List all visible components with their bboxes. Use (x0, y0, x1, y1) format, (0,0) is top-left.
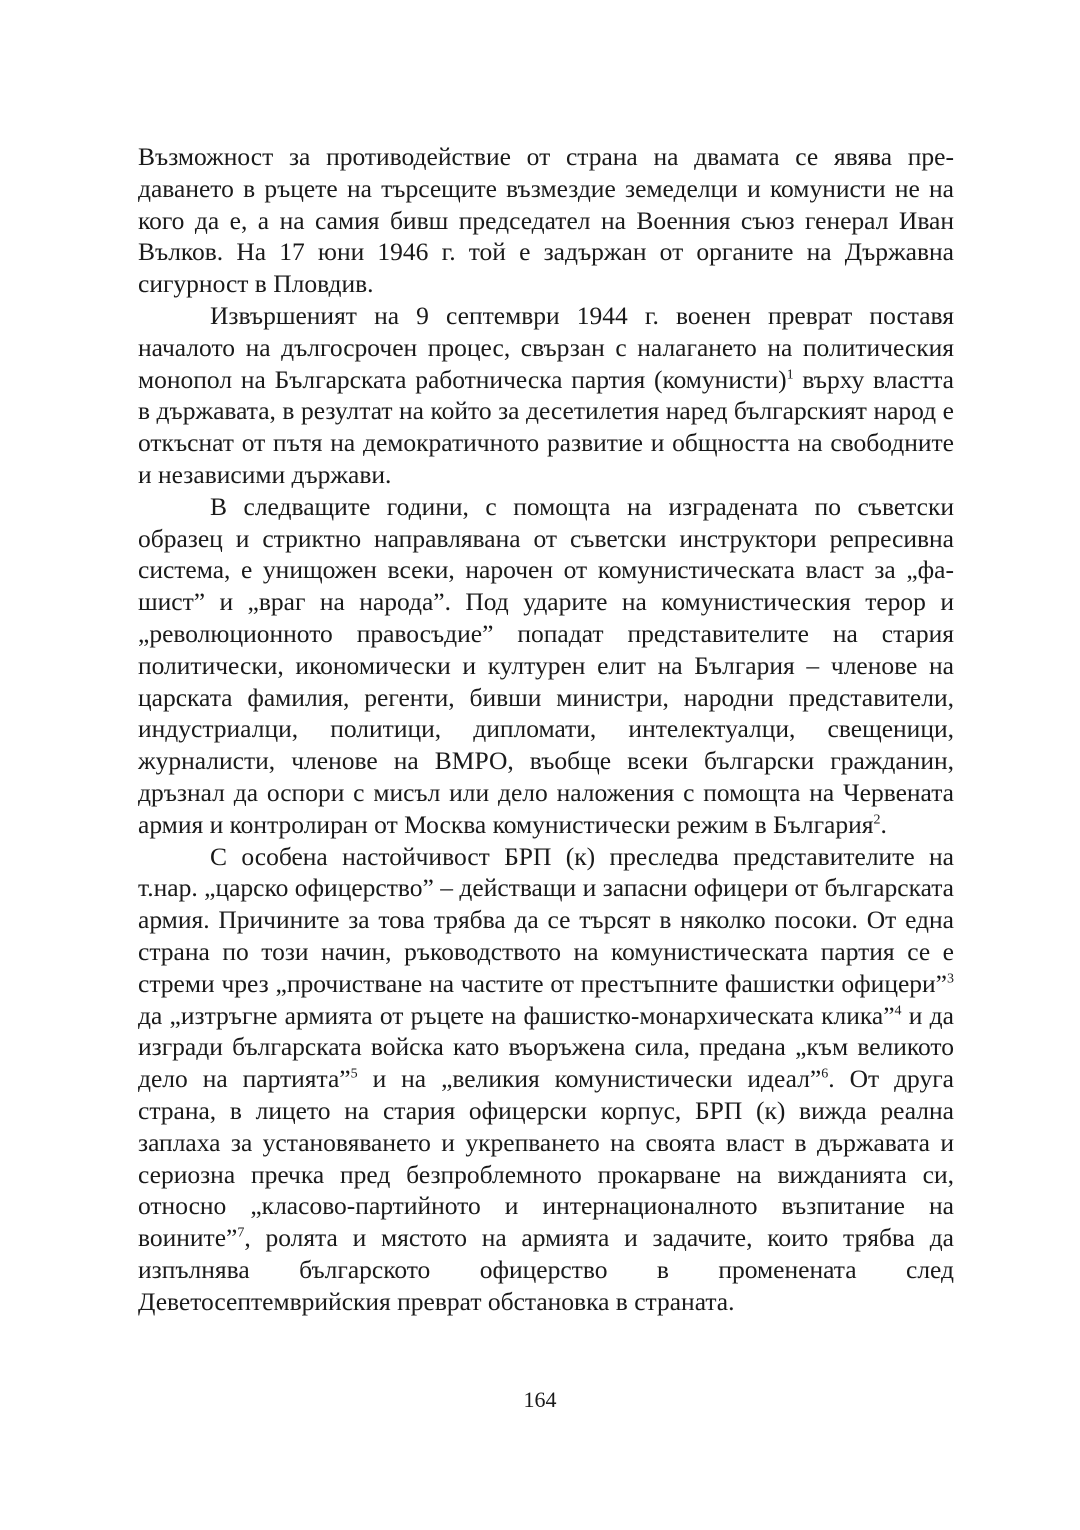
paragraph-text: Извършеният на 9 септември 1944 г. военен преврат поставя началото на дългосрочен процес, свързан с налагането на политическия монопол на Българската работническа партия (комунисти) (138, 300, 954, 394)
paragraph-text: Възможност за противодействие от страна на двамата се явява предаването в ръцете на търсещите възмездие земеделци и комунисти не на кого да е, а на самия бивш председател на Военния съюз генерал Иван Вълков. На 17 юни 1946 г. той е задържан от органите на Държавна сигурност в Пловдив. (138, 142, 954, 299)
footnote-reference: 3 (947, 971, 954, 987)
paragraph-text: , ролята и мястото на армията и задачите, които трябва да изпълнява българското офицерство в променената след Деветосептемврийския преврат обстановка в страната. (138, 1223, 954, 1316)
paragraph-text: В следващите години, с помощта на изградената по съветски образец и стриктно направлявана от съветски инструктори репресивна система, е унищожен всеки, нарочен от комунистическата власт за „фашист” и „враг на народа”. Под ударите на комунистическия терор и „революционното правосъдие” попадат представителите на стария политически, икономически и културен елит на България – членове на царската фамилия, регенти, бивши министри, народни представители, индустриалци, политици, дипломати, интелектуалци, свещеници, журналисти, членове на ВМРО, въобще всеки български гражданин, дръзнал да оспори с мисъл или дело наложения с помощта на Червената армия и контролиран от Москва комунистически режим в България (138, 491, 954, 839)
paragraph-1 (138, 141, 954, 300)
footnote-reference: 1 (786, 367, 794, 383)
paragraph-text: . (880, 809, 887, 839)
footnote-reference: 2 (873, 812, 881, 828)
paragraph-text: и на „великия комунистически идеал” (357, 1064, 822, 1094)
page-number: 164 (523, 1387, 557, 1412)
paragraph-text: и да изгради българската войска като въоръжена сила, предана „към великото дело на партията” (138, 1000, 954, 1094)
paragraph-text: да „изтръгне армията от ръцете на фашистко-монархическата клика” (138, 1000, 895, 1030)
paragraph-4 (138, 841, 954, 1318)
footnote-reference: 4 (894, 1003, 902, 1019)
paragraph-text: върху властта в държавата, в резултат на който за десетилетия наред българският народ е откъснат от пътя на демократичното развитие и общността на свободните и независими държави. (138, 364, 954, 489)
paragraph-2 (138, 300, 954, 491)
paragraph-text: . От друга страна, в лицето на стария офицерски корпус, БРП (к) вижда реална заплаха за установяването и укрепването на своята власт в държавата и сериозна пречка пред безпроблемното прокарване на вижданията си, относно „класово-партийното и интернационалното възпитание на воините” (138, 1064, 954, 1253)
footnote-reference: 5 (350, 1066, 358, 1082)
footnote-reference: 7 (237, 1225, 245, 1241)
page-body (138, 141, 954, 1317)
footnote-reference: 6 (821, 1066, 829, 1082)
paragraph-3 (138, 491, 954, 841)
paragraph-text: С особена настойчивост БРП (к) преследва представителите на т.нар. „царско офицерство” – действащи и запасни офицери от българската армия. Причините за това трябва да се търсят в няколко посоки. От една страна по този начин, ръководството на комунистическата партия се е стреми чрез „прочистване на частите от престъпните фашистки офицери” (138, 841, 954, 998)
